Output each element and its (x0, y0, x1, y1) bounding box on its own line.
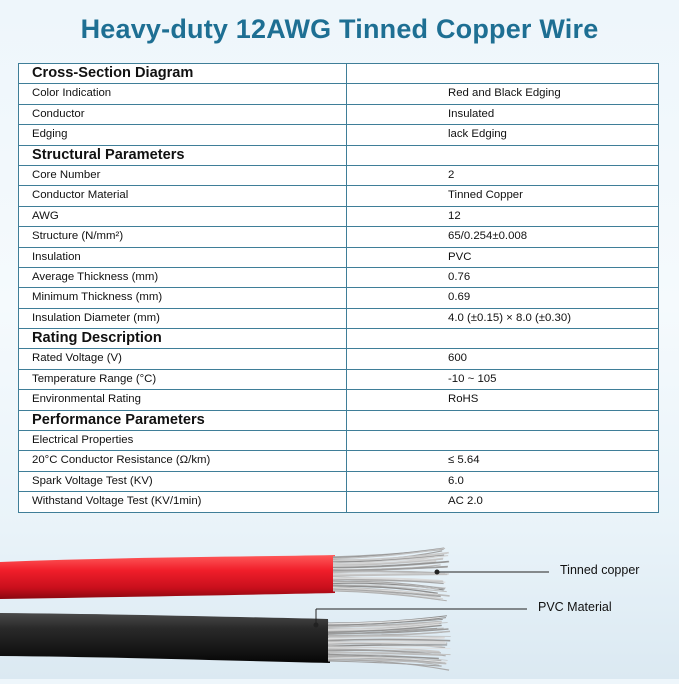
table-row (19, 227, 659, 247)
row-value: -10 ~ 105 (347, 369, 659, 389)
callout-label-tinned: Tinned copper (560, 563, 640, 577)
row-value (347, 145, 659, 165)
table-row (19, 165, 659, 185)
table-section-row (19, 410, 659, 430)
row-value: AC 2.0 (347, 492, 659, 512)
row-value: 4.0 (±0.15) × 8.0 (±0.30) (347, 308, 659, 328)
row-label: Withstand Voltage Test (KV/1min) (19, 492, 347, 512)
table-row (19, 431, 659, 451)
row-label: Edging (19, 125, 347, 145)
row-value (347, 410, 659, 430)
row-value: 6.0 (347, 471, 659, 491)
row-label: Insulation (19, 247, 347, 267)
row-label: Structure (N/mm²) (19, 227, 347, 247)
red-wire (0, 555, 335, 599)
cable-illustration (0, 535, 679, 679)
table-row (19, 206, 659, 226)
row-label: Electrical Properties (19, 431, 347, 451)
row-value (347, 431, 659, 451)
table-section-row (19, 329, 659, 349)
row-value: 65/0.254±0.008 (347, 227, 659, 247)
row-label: Rating Description (19, 329, 347, 349)
table-row (19, 84, 659, 104)
row-label: Minimum Thickness (mm) (19, 288, 347, 308)
row-value: Tinned Copper (347, 186, 659, 206)
row-label: Conductor (19, 104, 347, 124)
row-value: 12 (347, 206, 659, 226)
table-row (19, 492, 659, 512)
callout-label-pvc: PVC Material (538, 600, 612, 614)
row-value: 600 (347, 349, 659, 369)
row-value (347, 64, 659, 84)
row-label: Average Thickness (mm) (19, 267, 347, 287)
row-label: Structural Parameters (19, 145, 347, 165)
table-row (19, 104, 659, 124)
row-label: Temperature Range (°C) (19, 369, 347, 389)
row-label: Color Indication (19, 84, 347, 104)
row-value: lack Edging (347, 125, 659, 145)
black-wire (0, 613, 330, 663)
black-wire-strands (328, 616, 451, 670)
row-value: Insulated (347, 104, 659, 124)
row-label: Rated Voltage (V) (19, 349, 347, 369)
page-title: Heavy-duty 12AWG Tinned Copper Wire (80, 14, 599, 44)
row-value: Red and Black Edging (347, 84, 659, 104)
table-row (19, 349, 659, 369)
table-section-row (19, 145, 659, 165)
table-row (19, 369, 659, 389)
row-value: RoHS (347, 390, 659, 410)
callout-tinned (435, 570, 550, 575)
row-label: Insulation Diameter (mm) (19, 308, 347, 328)
table-row (19, 267, 659, 287)
row-label: Conductor Material (19, 186, 347, 206)
row-value: ≤ 5.64 (347, 451, 659, 471)
row-label: 20°C Conductor Resistance (Ω/km) (19, 451, 347, 471)
table-row (19, 451, 659, 471)
table-row (19, 186, 659, 206)
table-section-row (19, 64, 659, 84)
row-value: PVC (347, 247, 659, 267)
row-label: AWG (19, 206, 347, 226)
spec-table (18, 63, 659, 513)
row-label: Environmental Rating (19, 390, 347, 410)
table-row (19, 471, 659, 491)
red-wire-strands (333, 548, 450, 601)
row-value: 0.76 (347, 267, 659, 287)
table-row (19, 125, 659, 145)
row-label: Cross-Section Diagram (19, 64, 347, 84)
table-row (19, 288, 659, 308)
row-label: Core Number (19, 165, 347, 185)
row-value (347, 329, 659, 349)
row-value: 2 (347, 165, 659, 185)
table-row (19, 390, 659, 410)
table-row (19, 247, 659, 267)
row-label: Performance Parameters (19, 410, 347, 430)
row-value: 0.69 (347, 288, 659, 308)
row-label: Spark Voltage Test (KV) (19, 471, 347, 491)
table-row (19, 308, 659, 328)
